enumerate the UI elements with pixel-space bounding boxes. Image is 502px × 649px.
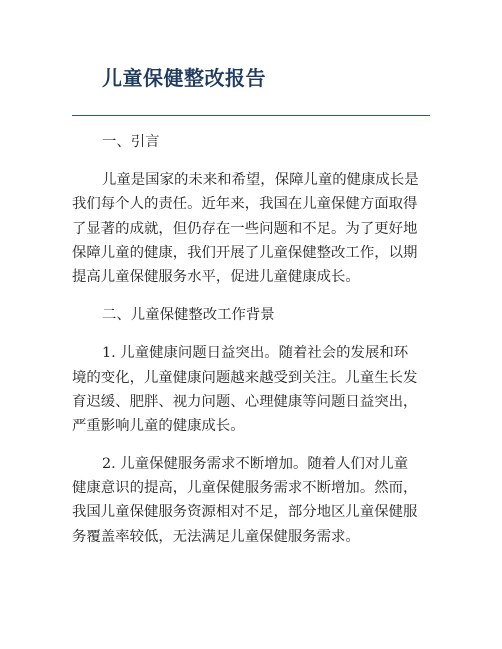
paragraph-line: 了显著的成就，但仍存在一些问题和不足。为了更好地 bbox=[72, 220, 418, 237]
document-body bbox=[72, 130, 432, 549]
section-heading-background: 二、儿童保健整改工作背景 bbox=[102, 307, 275, 324]
list-item-line: 我国儿童保健服务资源相对不足，部分地区儿童保健服 bbox=[72, 504, 418, 521]
intro-paragraph bbox=[72, 168, 432, 289]
list-item-line: 2. 儿童保健服务需求不断增加。随着人们对儿童 bbox=[102, 456, 409, 473]
paragraph-line: 儿童是国家的未来和希望，保障儿童的健康成长是 bbox=[102, 172, 419, 189]
list-item-line: 育迟缓、肥胖、视力问题、心理健康等问题日益突出， bbox=[72, 393, 418, 410]
list-item-line: 务覆盖率较低，无法满足儿童保健服务需求。 bbox=[72, 528, 360, 545]
document-title: 儿童保健整改报告 bbox=[102, 66, 266, 90]
list-item-line: 境的变化，儿童健康问题越来越受到关注。儿童生长发 bbox=[72, 369, 418, 386]
paragraph-line: 保障儿童的健康，我们开展了儿童保健整改工作，以期 bbox=[72, 244, 418, 261]
list-item bbox=[72, 452, 432, 549]
list-item-line: 健康意识的提高，儿童保健服务需求不断增加。然而， bbox=[72, 480, 418, 497]
section-heading-intro: 一、引言 bbox=[102, 134, 160, 150]
title-divider bbox=[72, 115, 430, 116]
list-item-line: 严重影响儿童的健康成长。 bbox=[72, 417, 245, 434]
list-item bbox=[72, 341, 432, 438]
paragraph-line: 提高儿童保健服务水平，促进儿童健康成长。 bbox=[72, 268, 360, 285]
paragraph-line: 我们每个人的责任。近年来，我国在儿童保健方面取得 bbox=[72, 196, 418, 213]
list-item-line: 1. 儿童健康问题日益突出。随着社会的发展和环 bbox=[102, 345, 409, 362]
